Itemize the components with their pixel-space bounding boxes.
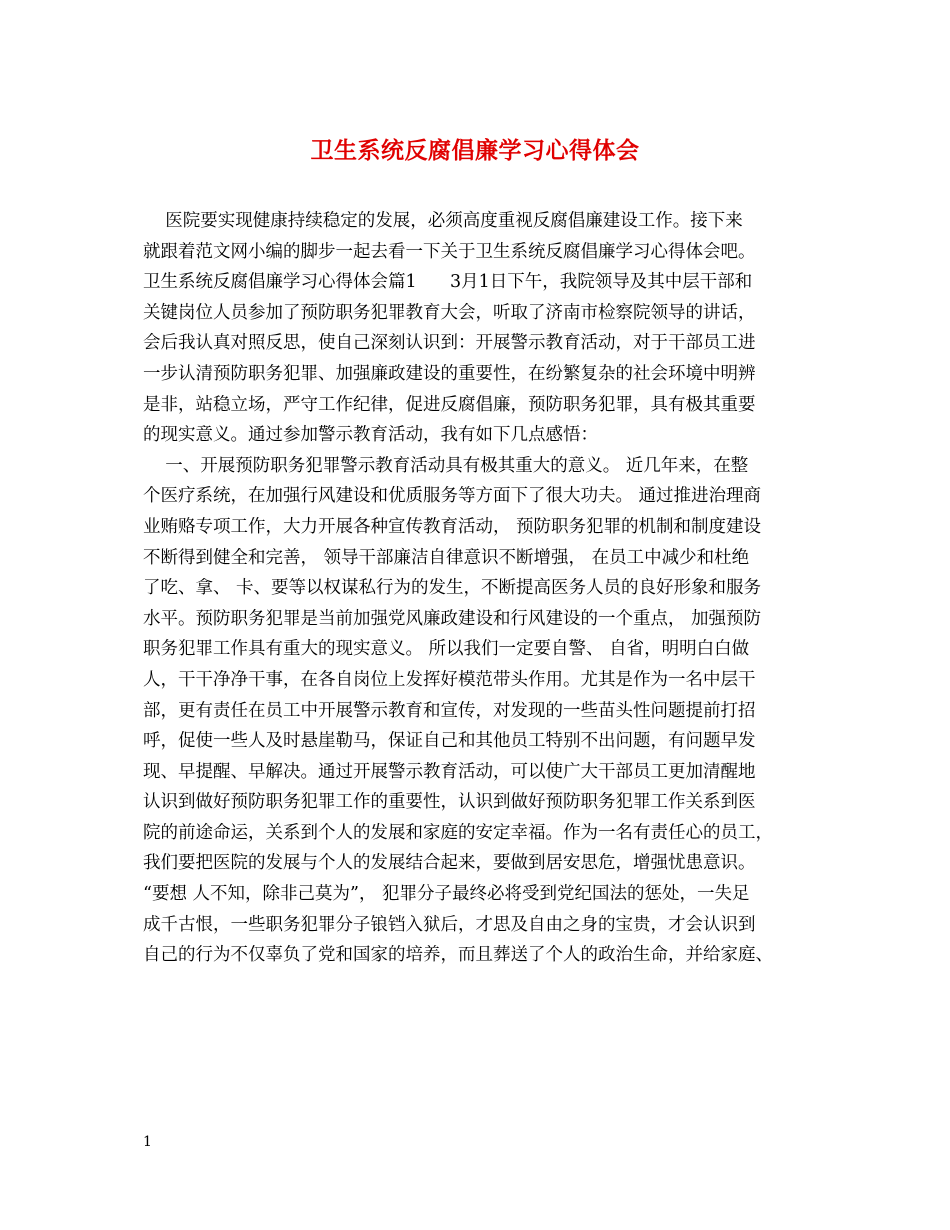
body-line: 成千古恨，一些职务犯罪分子锒铛入狱后，才思及自由之身的宝贵，才会认识到 (143, 914, 756, 935)
body-line: 自己的行为不仅辜负了党和国家的培养，而且葬送了个人的政治生命，并给家庭、 (143, 945, 773, 966)
body-line: 业贿赂专项工作，大力开展各种宣传教育活动， 预防职务犯罪的机制和制度建设 (143, 516, 762, 537)
body-line: 认识到做好预防职务犯罪工作的重要性，认识到做好预防职务犯罪工作关系到医 (143, 792, 756, 813)
body-line: “要想 人不知，除非己莫为”， 犯罪分子最终必将受到党纪国法的惩处，一失足 (143, 884, 750, 905)
body-line: 个医疗系统，在加强行风建设和优质服务等方面下了很大功夫。 通过推进治理商 (143, 486, 762, 507)
body-line: 就跟着范文网小编的脚步一起去看一下关于卫生系统反腐倡廉学习心得体会吧。 (143, 241, 756, 262)
body-line: 不断得到健全和完善， 领导干部廉洁自律意识不断增强， 在员工中减少和杜绝 (143, 547, 750, 568)
body-line: 会后我认真对照反思，使自己深刻认识到：开展警示教育活动，对于干部员工进 (143, 333, 756, 354)
body-line: 职务犯罪工作具有重大的现实意义。 所以我们一定要自警、 自省，明明白白做 (143, 639, 750, 660)
document-body (143, 206, 813, 971)
body-line: 部，更有责任在员工中开展警示教育和宣传，对发现的一些苗头性问题提前打招 (143, 700, 756, 721)
body-line: 我们要把医院的发展与个人的发展结合起来，要做到居安思危，增强忧患意识。 (143, 853, 756, 874)
body-line: 的现实意义。通过参加警示教育活动，我有如下几点感悟： (143, 425, 598, 446)
body-line: 呼，促使一些人及时悬崖勒马，保证自己和其他员工特别不出问题，有问题早发 (143, 731, 756, 752)
body-line: 一步认清预防职务犯罪、加强廉政建设的重要性，在纷繁复杂的社会环境中明辨 (143, 363, 756, 384)
body-line: 关键岗位人员参加了预防职务犯罪教育大会，听取了济南市检察院领导的讲话， (143, 302, 756, 323)
document-title: 卫生系统反腐倡廉学习心得体会 (310, 137, 640, 164)
body-line: 一、开展预防职务犯罪警示教育活动具有极其重大的意义。 近几年来，在整 (143, 455, 749, 476)
page-number: 1 (143, 1134, 152, 1150)
body-line: 人，干干净净干事，在各自岗位上发挥好模范带头作用。尤其是作为一名中层干 (143, 669, 756, 690)
body-line: 水平。预防职务犯罪是当前加强党风廉政建设和行风建设的一个重点， 加强预防 (143, 608, 762, 629)
body-line: 是非，站稳立场，严守工作纪律，促进反腐倡廉，预防职务犯罪，具有极其重要 (143, 394, 756, 415)
body-line: 了吃、拿、 卡、要等以权谋私行为的发生，不断提高医务人员的良好形象和服务 (143, 578, 762, 599)
body-line: 医院要实现健康持续稳定的发展，必须高度重视反腐倡廉建设工作。接下来 (143, 211, 743, 231)
body-line: 现、早提醒、早解决。通过开展警示教育活动，可以使广大干部员工更加清醒地 (143, 761, 756, 782)
body-line: 卫生系统反腐倡廉学习心得体会篇1 3月1日下午，我院领导及其中层干部和 (143, 272, 753, 293)
body-line: 院的前途命运，关系到个人的发展和家庭的安定幸福。作为一名有责任心的员工， (143, 822, 773, 843)
